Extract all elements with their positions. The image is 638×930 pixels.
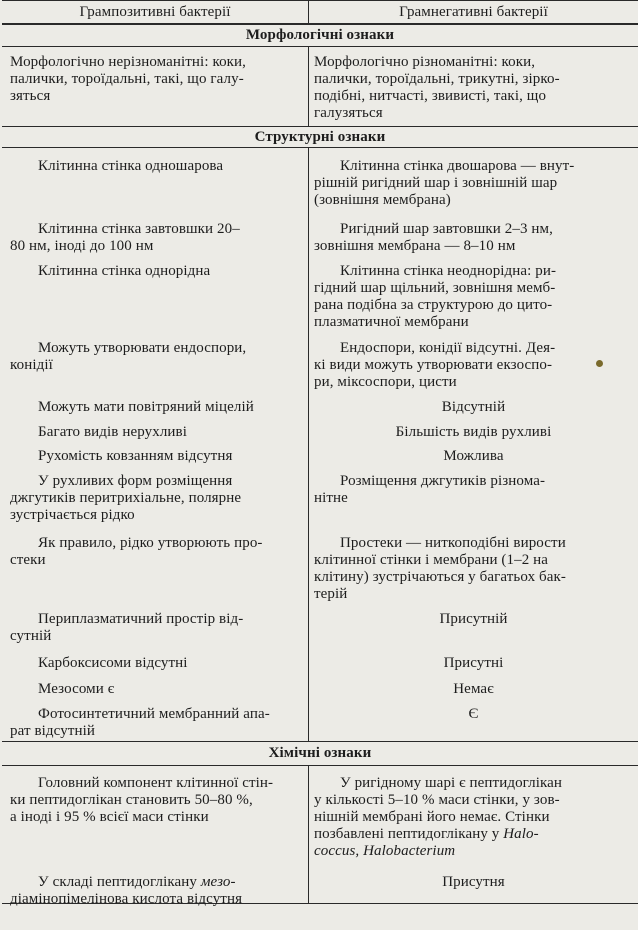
- row11-left-line2: сутній: [10, 628, 52, 644]
- row3-right-line2: зовнішня мембрана — 8–10 нм: [314, 238, 516, 254]
- row16-right-line1: Присутня: [442, 874, 505, 890]
- row9-right-line2: нітне: [314, 490, 348, 506]
- column-header-left: Грампозитивні бактерії: [79, 4, 231, 20]
- row15-right-line2: у кількості 5–10 % маси стінки, у зов-: [314, 792, 560, 808]
- row15-right-line1: У ригідному шарі є пептидоглікан: [340, 775, 563, 791]
- section-title-morphological: Морфологічні ознаки: [245, 27, 395, 43]
- row15-left-line2: ки пептидоглікан становить 50–80 %,: [10, 792, 253, 808]
- row12-left-line1: Карбоксисоми відсутні: [38, 655, 188, 671]
- rule-under-struct: [2, 147, 638, 148]
- rule-above-chem: [2, 741, 638, 742]
- row10-right-line1: Простеки — ниткоподібні вирости: [340, 535, 566, 551]
- row5-left-line1: Можуть утворювати ендоспори,: [38, 340, 247, 356]
- ink-spot-mark: [596, 360, 603, 367]
- row10-right-line4: терій: [314, 586, 348, 602]
- row9-right-line1: Розміщення джгутиків різнома-: [340, 473, 546, 489]
- row15-left-line3: а іноді і 95 % всієї маси стінки: [10, 809, 209, 825]
- row13-right-line1: Немає: [453, 681, 494, 697]
- row4-left-line1: Клітинна стінка однорідна: [38, 263, 211, 279]
- row16-left-text-a: У складі пептидоглікану: [38, 874, 201, 890]
- row9-left-line1: У рухливих форм розміщення: [38, 473, 233, 489]
- row2-right-line1: Клітинна стінка двошарова — внут-: [340, 158, 575, 174]
- row16-left-text-b: -: [230, 874, 236, 890]
- rule-under-morph: [2, 46, 638, 47]
- row4-right-line1: Клітинна стінка неоднорідна: ри-: [340, 263, 557, 279]
- row10-left-line1: Як правило, рідко утворюють про-: [38, 535, 263, 551]
- row3-left-line2: 80 нм, іноді до 100 нм: [10, 238, 154, 254]
- row14-right-line1: Є: [468, 706, 479, 722]
- row1-right-line4: галузяться: [314, 105, 383, 121]
- row8-left-line1: Рухомість ковзанням відсутня: [38, 448, 233, 464]
- row9-left-line3: зустрічається рідко: [10, 507, 135, 523]
- row10-right-line3: клітину) зустрічаються у багатьох бак-: [314, 569, 566, 585]
- row6-right-line1: Відсутній: [441, 399, 506, 415]
- row1-left-line2: палички, тороїдальні, такі, що галу-: [10, 71, 244, 87]
- row10-left-line2: стеки: [10, 552, 46, 568]
- meso-italic: мезо: [200, 874, 231, 890]
- row8-right-line1: Можлива: [443, 448, 504, 464]
- row1-right-line2: палички, тороїдальні, трикутні, зірко-: [314, 71, 560, 87]
- row4-right-line4: плазматичної мембрани: [314, 314, 469, 330]
- row4-right-line3: рана подібна за структурою до цито-: [314, 297, 553, 313]
- row2-right-line3: (зовнішня мембрана): [314, 192, 451, 208]
- row15-right-line4-text: позбавлені пептидоглікану у: [314, 826, 504, 842]
- rule-under-chem: [2, 765, 638, 766]
- row5-left-line2: конідії: [10, 357, 53, 373]
- row9-left-line2: джгутиків перитрихіальне, полярне: [10, 490, 242, 506]
- row12-right-line1: Присутні: [443, 655, 504, 671]
- column-divider-1: [308, 47, 309, 126]
- row1-left-line1: Морфологічно нерізноманітні: коки,: [10, 54, 247, 70]
- section-title-structural: Структурні ознаки: [254, 129, 386, 145]
- row15-right-line3: нішній мембрані його немає. Стінки: [314, 809, 550, 825]
- row11-right-line1: Присутній: [439, 611, 508, 627]
- row3-left-line1: Клітинна стінка завтовшки 20–: [38, 221, 240, 237]
- row3-right-line1: Ригідний шар завтовшки 2–3 нм,: [340, 221, 553, 237]
- row11-left-line1: Периплазматичний простір від-: [38, 611, 244, 627]
- row1-right-line3: подібні, нитчасті, звивисті, такі, що: [314, 88, 547, 104]
- row5-right-line3: ри, міксоспори, цисти: [314, 374, 457, 390]
- row6-left-line1: Можуть мати повітряний міцелій: [38, 399, 254, 415]
- row13-left-line1: Мезосоми є: [38, 681, 115, 697]
- row5-right-line1: Ендоспори, конідії відсутні. Дея-: [340, 340, 556, 356]
- row2-left-line1: Клітинна стінка одношарова: [38, 158, 224, 174]
- row10-right-line2: клітинної стінки і мембрани (1–2 на: [314, 552, 549, 568]
- row14-left-line2: рат відсутній: [10, 723, 95, 739]
- row16-left-line2: діамінопімелінова кислота відсутня: [10, 891, 243, 907]
- row2-right-line2: рішній ригідний шар і зовнішній шар: [314, 175, 558, 191]
- halococcus-italic-part1: Halo-: [503, 826, 539, 842]
- row4-right-line2: гідний шар щільний, зовнішня мемб-: [314, 280, 556, 296]
- row7-right-line1: Більшість видів рухливі: [395, 424, 552, 440]
- row15-right-line5-italic: coccus, Halobacterium: [314, 843, 456, 859]
- row7-left-line1: Багато видів нерухливі: [38, 424, 187, 440]
- column-header-right: Грамнегативні бактерії: [399, 4, 548, 20]
- section-title-chemical: Хімічні ознаки: [268, 745, 372, 761]
- row15-left-line1: Головний компонент клітинної стін-: [38, 775, 274, 791]
- top-rule: [2, 0, 638, 1]
- row5-right-line2: кі види можуть утворювати екзоспо-: [314, 357, 553, 373]
- row1-right-line1: Морфологічно різноманітні: коки,: [314, 54, 536, 70]
- row14-left-line1: Фотосинтетичний мембранний апа-: [38, 706, 270, 722]
- row1-left-line3: зяться: [10, 88, 51, 104]
